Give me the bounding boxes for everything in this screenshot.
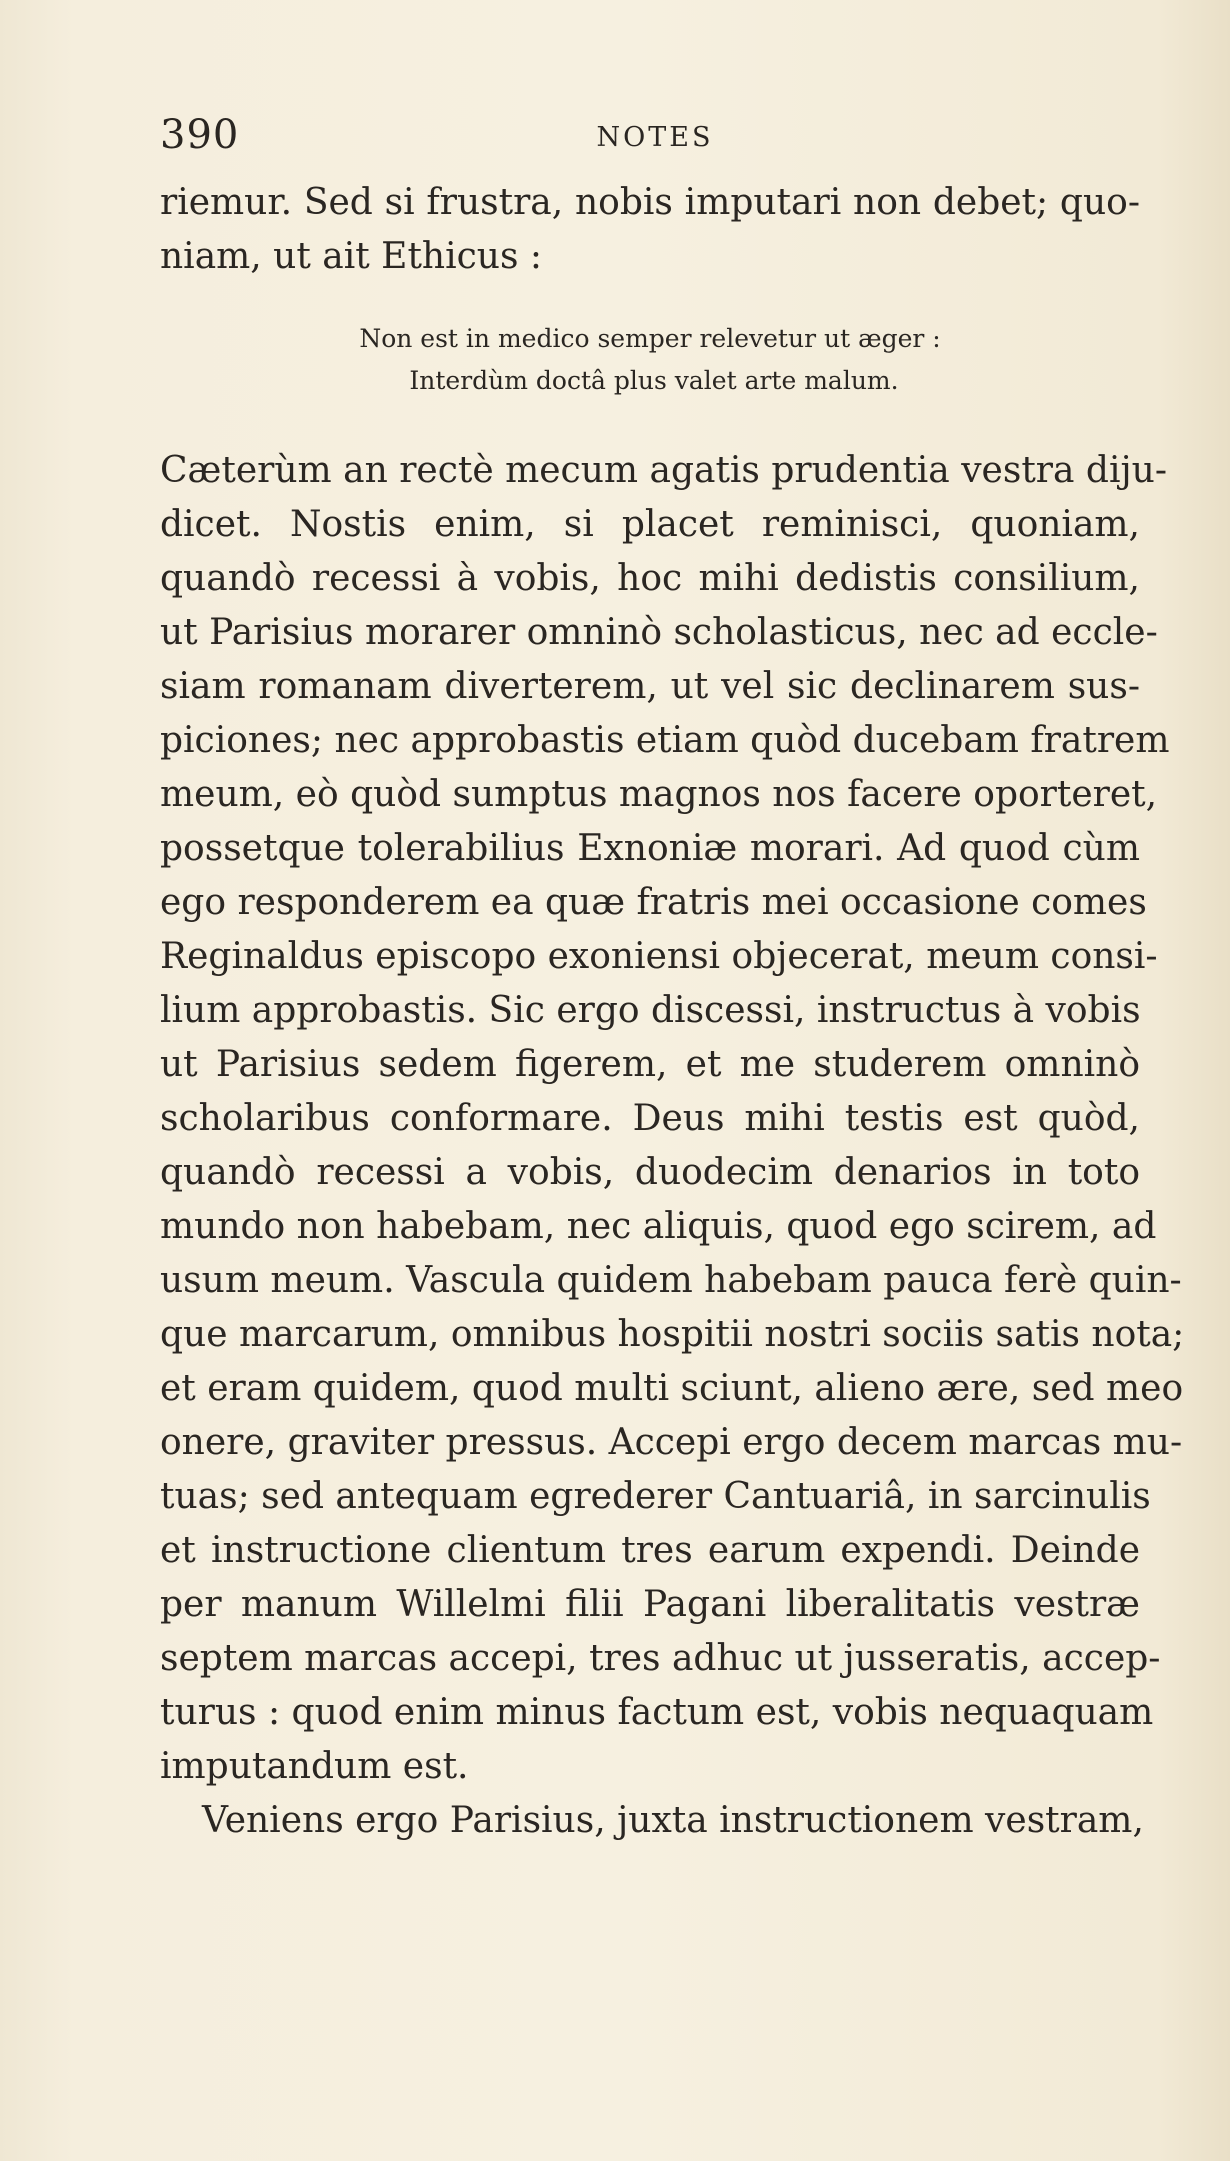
text-line: riemur. Sed si frustra, nobis imputari non debet; quo- [160,182,1140,223]
text-line: mundo non habebam, nec aliquis, quod ego scirem, ad [160,1206,1157,1247]
paragraph-main [160,444,1185,1794]
opening-text [160,176,1140,284]
text-line: ut Parisius sedem figerem, et me studerem omninò [160,1044,1140,1085]
verse-line: Interdùm doctâ plus valet arte malum. [409,366,899,395]
text-line: septem marcas accepi, tres adhuc ut jusseratis, accep- [160,1638,1161,1679]
page-header [160,112,1150,162]
text-line: siam romanam diverterem, ut vel sic declinarem sus- [160,666,1140,707]
text-line: onere, graviter pressus. Accepi ergo decem marcas mu- [160,1422,1183,1463]
text-line: turus : quod enim minus factum est, vobis nequaquam [160,1692,1154,1733]
text-line: quandò recessi à vobis, hoc mihi dedistis consilium, [160,558,1140,599]
text-line: quandò recessi a vobis, duodecim denarios in toto [160,1152,1140,1193]
text-line: possetque tolerabilius Exnoniæ morari. Ad quod cùm [160,828,1140,869]
verse-quotation [160,318,1140,402]
text-line: piciones; nec approbastis etiam quòd ducebam fratrem [160,720,1170,761]
page-number: 390 [160,112,240,158]
text-line: Cæterùm an rectè mecum agatis prudentia vestra diju- [160,450,1167,491]
text-line: ut Parisius morarer omninò scholasticus, nec ad eccle- [160,612,1158,653]
verse-line: Non est in medico semper relevetur ut æger : [359,324,941,353]
text-line: meum, eò quòd sumptus magnos nos facere oporteret, [160,774,1158,815]
text-line: scholaribus conformare. Deus mihi testis est quòd, [160,1098,1140,1139]
text-line: Reginaldus episcopo exoniensi objecerat, meum consi- [160,936,1158,977]
text-line: que marcarum, omnibus hospitii nostri sociis satis nota; [160,1314,1185,1355]
text-line: tuas; sed antequam egrederer Cantuariâ, in sarcinulis [160,1476,1151,1517]
text-line: usum meum. Vascula quidem habebam pauca ferè quin- [160,1260,1182,1301]
text-line: et eram quidem, quod multi sciunt, alieno ære, sed meo [160,1368,1184,1409]
text-line: et instructione clientum tres earum expendi. Deinde [160,1530,1140,1571]
text-line: ego responderem ea quæ fratris mei occasione comes [160,882,1147,923]
text-line: imputandum est. [160,1746,469,1787]
text-line: niam, ut ait Ethicus : [160,236,543,277]
text-line: dicet. Nostis enim, si placet reminisci, quoniam, [160,504,1140,545]
text-line: lium approbastis. Sic ergo discessi, instructus à vobis [160,990,1141,1031]
paragraph-next [160,1794,1144,1848]
text-line: per manum Willelmi filii Pagani liberalitatis vestræ [160,1584,1140,1625]
text-line: Veniens ergo Parisius, juxta instructionem vestram, [202,1800,1144,1841]
running-head: NOTES [596,122,714,153]
